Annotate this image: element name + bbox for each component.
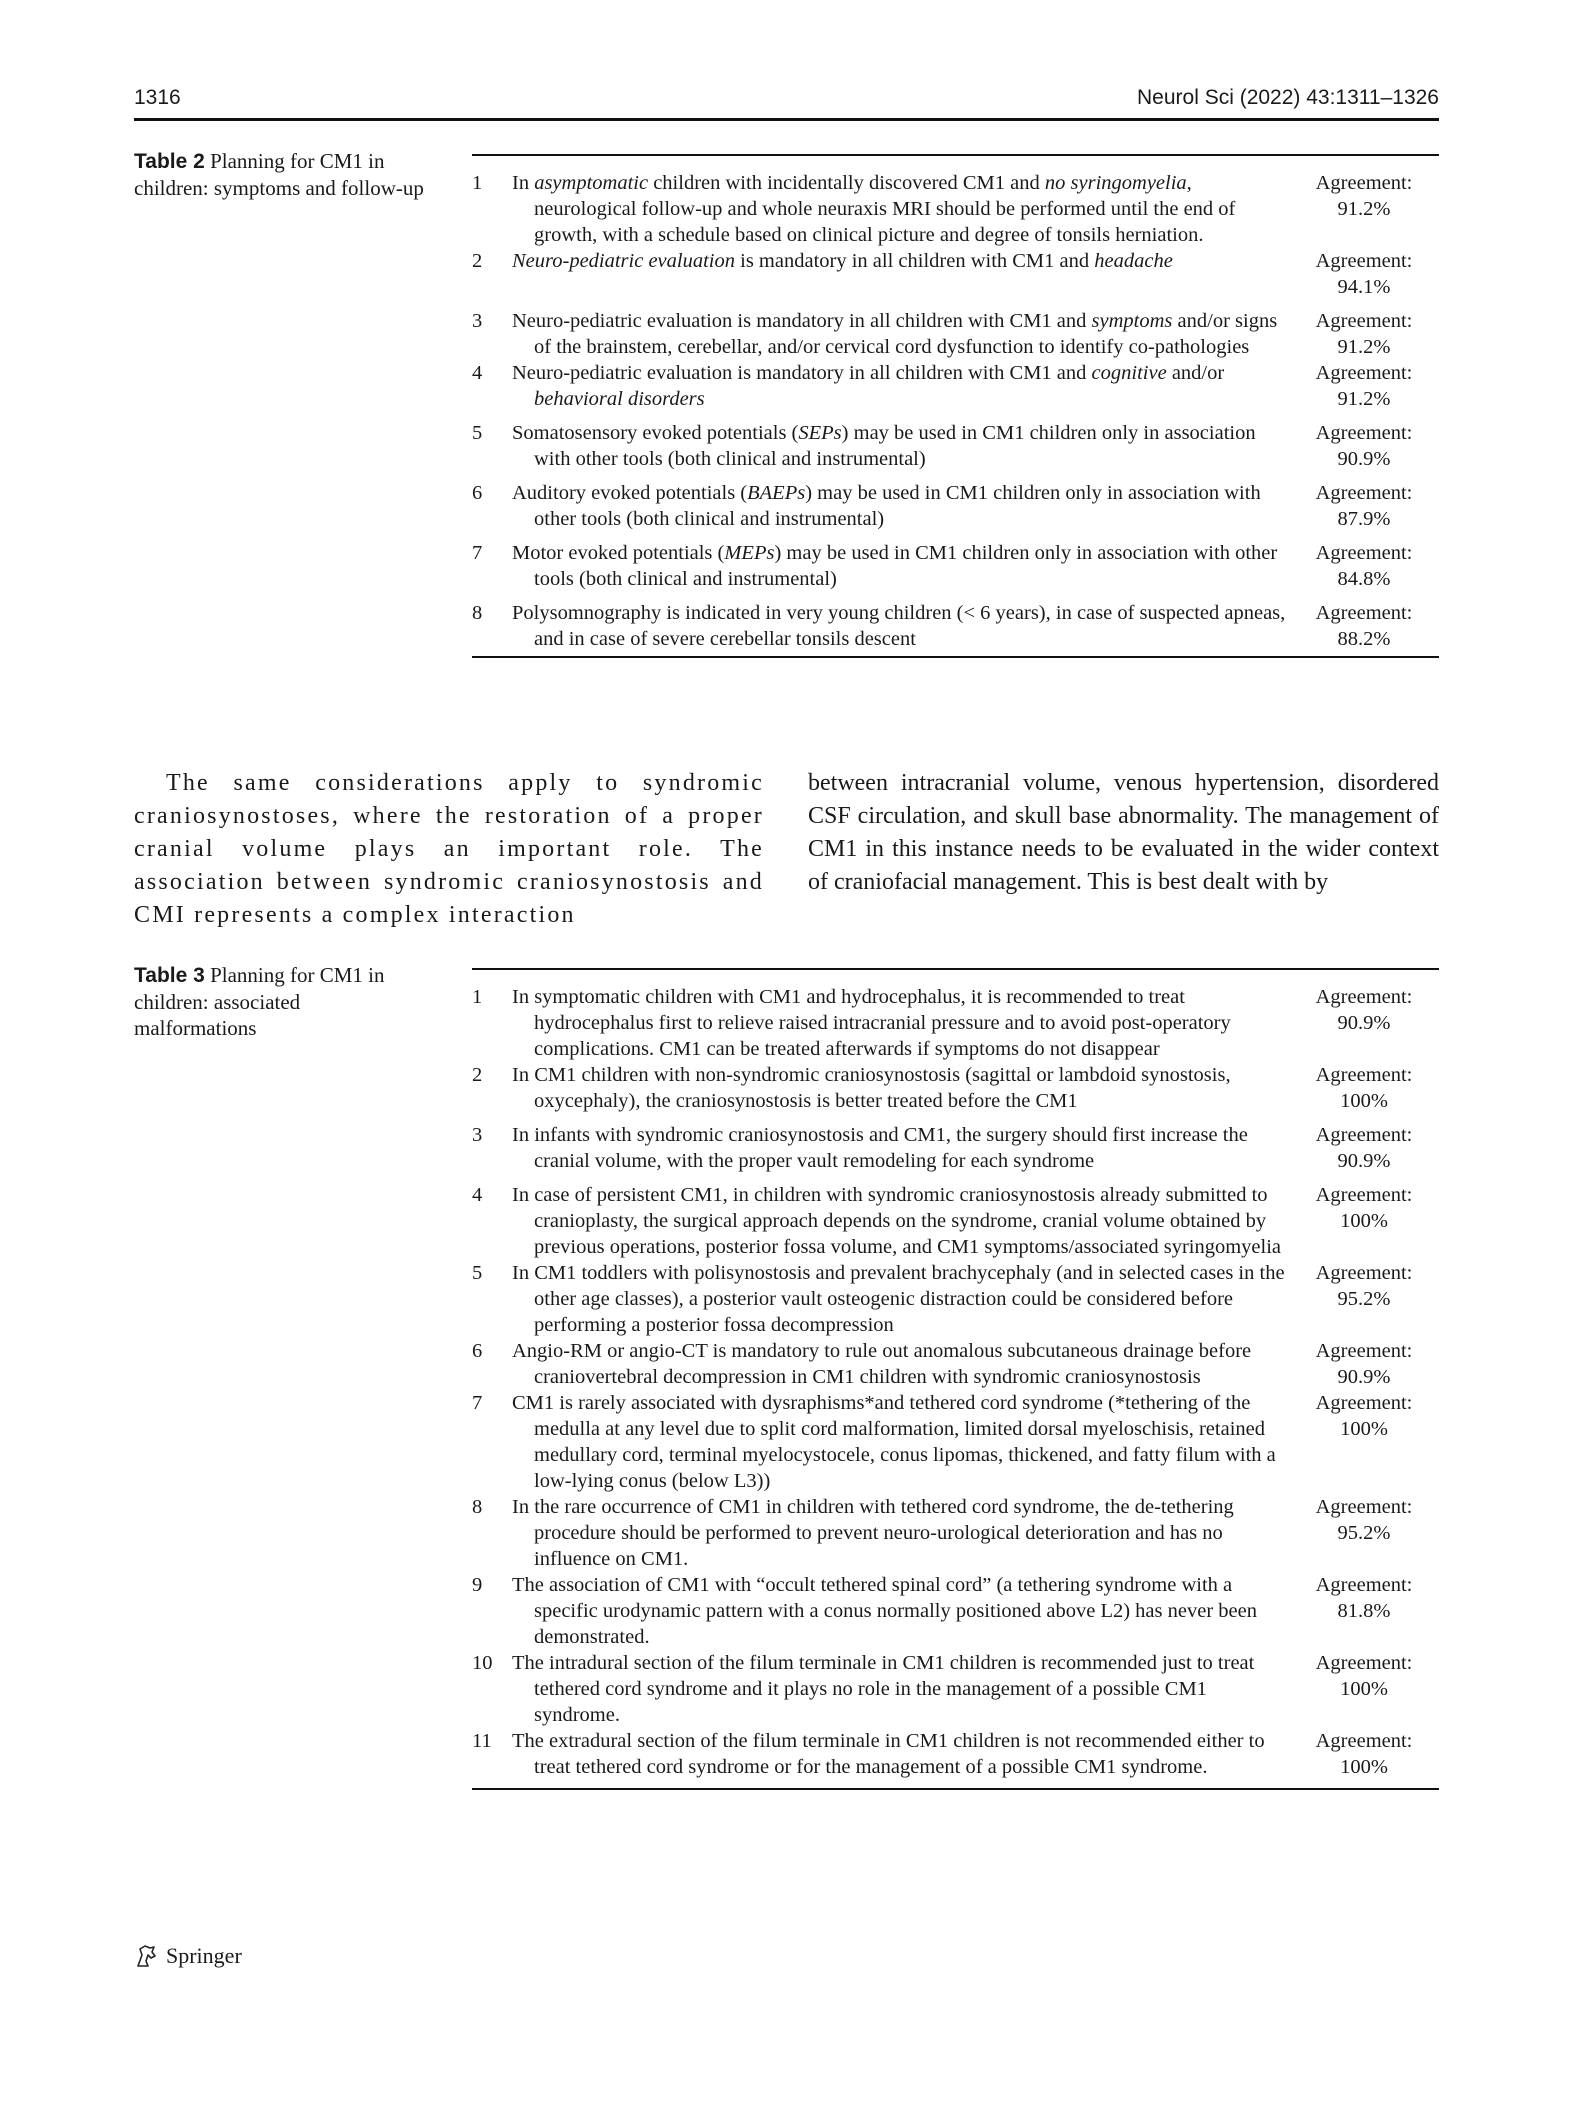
row-agreement — [1289, 540, 1439, 592]
table2-caption-text: Planning for CM1 in children: symptoms and follow-up — [134, 149, 424, 200]
row-text: The intradural section of the filum terminale in CM1 children is recommended just to treat tethered cord syndrome and it plays no role in the management of a possible CM1 syndrome. — [512, 1652, 1255, 1726]
agreement-label: Agreement: — [1315, 1124, 1413, 1146]
row-agreement — [1289, 600, 1439, 652]
agreement-value: 81.8% — [1337, 1600, 1391, 1622]
body-text-left-content: The same considerations apply to syndromic craniosynostoses, where the restoration of a proper cranial volume plays an important role. The association between syndromic craniosynostosis and CMI represents a complex interaction — [134, 770, 764, 928]
table3-row — [472, 1122, 1439, 1174]
row-agreement — [1289, 360, 1439, 412]
agreement-label: Agreement: — [1315, 1652, 1413, 1674]
agreement-value: 94.1% — [1337, 276, 1391, 298]
table2-label: Table 2 — [134, 150, 205, 173]
table3-row — [472, 1650, 1439, 1728]
table2-row — [472, 248, 1439, 300]
agreement-value: 90.9% — [1337, 1012, 1391, 1034]
agreement-label: Agreement: — [1315, 1496, 1413, 1518]
agreement-value: 100% — [1340, 1418, 1388, 1440]
agreement-value: 100% — [1340, 1090, 1388, 1112]
row-number: 4 — [472, 1184, 483, 1206]
row-agreement — [1289, 1122, 1439, 1174]
row-agreement — [1289, 1728, 1439, 1780]
row-text: In the rare occurrence of CM1 in children with tethered cord syndrome, the de-tethering procedure should be performed to prevent neuro-urological deterioration and has no influence on CM1. — [512, 1496, 1234, 1570]
table2-row — [472, 480, 1439, 532]
table3-caption-text: Planning for CM1 in children: associated malformations — [134, 963, 385, 1040]
agreement-label: Agreement: — [1315, 172, 1413, 194]
body-text-right-content: between intracranial volume, venous hypertension, disordered CSF circulation, and skull base abnormality. The management of CM1 in this instance needs to be evaluated in the wider context of craniofacial management. This is best dealt with by — [808, 770, 1439, 895]
row-text: The association of CM1 with “occult tethered spinal cord” (a tethering syndrome with a specific urodynamic pattern with a conus normally positioned above L2) has never been demonstrated. — [512, 1574, 1257, 1648]
agreement-value: 95.2% — [1337, 1288, 1391, 1310]
agreement-value: 90.9% — [1337, 1366, 1391, 1388]
agreement-label: Agreement: — [1315, 542, 1413, 564]
body-text-left — [134, 767, 764, 932]
row-text: In symptomatic children with CM1 and hydrocephalus, it is recommended to treat hydrocephalus first to relieve raised intracranial pressure and to avoid post-operatory complications. CM1 can be treated afterwards if symptoms do not disappear — [512, 986, 1231, 1060]
table3-row — [472, 1338, 1439, 1390]
row-number: 11 — [472, 1730, 492, 1752]
agreement-label: Agreement: — [1315, 1184, 1413, 1206]
table3-label: Table 3 — [134, 964, 205, 987]
table2-row — [472, 420, 1439, 472]
table3-row — [472, 1390, 1439, 1494]
row-number: 5 — [472, 1262, 483, 1284]
agreement-label: Agreement: — [1315, 310, 1413, 332]
row-text: Neuro-pediatric evaluation is mandatory in all children with CM1 and cognitive and/or behavioral disorders — [512, 362, 1225, 410]
agreement-value: 88.2% — [1337, 628, 1391, 650]
agreement-label: Agreement: — [1315, 482, 1413, 504]
row-text: CM1 is rarely associated with dysraphisms*and tethered cord syndrome (*tethering of the medulla at any level due to split cord malformation, limited dorsal myeloschisis, retained medullary cord, terminal myelocystocele, conus lipomas, thickened, and fatty filum with a low-lying conus (below L3)) — [512, 1392, 1276, 1492]
publisher-name: Springer — [166, 1943, 242, 1968]
row-number: 8 — [472, 602, 483, 624]
agreement-value: 91.2% — [1337, 198, 1391, 220]
row-text: Somatosensory evoked potentials (SEPs) may be used in CM1 children only in association with other tools (both clinical and instrumental) — [512, 422, 1256, 470]
row-text: In case of persistent CM1, in children with syndromic craniosynostosis already submitted to cranioplasty, the surgical approach depends on the syndrome, cranial volume obtained by previous operations, posterior fossa volume, and CM1 symptoms/associated syringomyelia — [512, 1184, 1281, 1258]
agreement-label: Agreement: — [1315, 986, 1413, 1008]
row-number: 8 — [472, 1496, 483, 1518]
table2-row — [472, 360, 1439, 412]
row-number: 1 — [472, 172, 483, 194]
row-agreement — [1289, 1494, 1439, 1572]
agreement-label: Agreement: — [1315, 1730, 1413, 1752]
agreement-value: 100% — [1340, 1756, 1388, 1778]
row-text: In CM1 toddlers with polisynostosis and prevalent brachycephaly (and in selected cases in the other age classes), a posterior vault osteogenic distraction could be considered before performing a posterior fossa decompression — [512, 1262, 1285, 1336]
agreement-label: Agreement: — [1315, 422, 1413, 444]
table2-row — [472, 170, 1439, 248]
row-number: 7 — [472, 542, 483, 564]
row-agreement — [1289, 1062, 1439, 1114]
table2-row — [472, 308, 1439, 360]
agreement-value: 90.9% — [1337, 448, 1391, 470]
row-agreement — [1289, 984, 1439, 1062]
agreement-value: 100% — [1340, 1210, 1388, 1232]
agreement-value: 87.9% — [1337, 508, 1391, 530]
agreement-value: 91.2% — [1337, 336, 1391, 358]
row-number: 10 — [472, 1652, 493, 1674]
row-agreement — [1289, 420, 1439, 472]
row-text: In asymptomatic children with incidentally discovered CM1 and no syringomyelia, neurological follow-up and whole neuraxis MRI should be performed until the end of growth, with a schedule based on clinical picture and degree of tonsils herniation. — [512, 172, 1236, 246]
row-agreement — [1289, 1260, 1439, 1338]
row-agreement — [1289, 248, 1439, 300]
row-agreement — [1289, 1390, 1439, 1494]
row-text: In infants with syndromic craniosynostosis and CM1, the surgery should first increase the cranial volume, with the proper vault remodeling for each syndrome — [512, 1124, 1248, 1172]
agreement-value: 91.2% — [1337, 388, 1391, 410]
row-number: 2 — [472, 1064, 483, 1086]
table3-row — [472, 984, 1439, 1062]
row-agreement — [1289, 170, 1439, 248]
row-number: 2 — [472, 250, 483, 272]
row-agreement — [1289, 1572, 1439, 1650]
journal-citation: Neurol Sci (2022) 43:1311–1326 — [1137, 86, 1439, 109]
table3-row — [472, 1182, 1439, 1260]
page-header — [134, 84, 1439, 121]
row-agreement — [1289, 1650, 1439, 1728]
row-text: Angio-RM or angio-CT is mandatory to rule out anomalous subcutaneous drainage before craniovertebral decompression in CM1 children with syndromic craniosynostosis — [512, 1340, 1252, 1388]
row-number: 6 — [472, 482, 483, 504]
table3 — [472, 968, 1439, 1790]
row-number: 9 — [472, 1574, 483, 1596]
row-number: 4 — [472, 362, 483, 384]
table3-row — [472, 1494, 1439, 1572]
row-number: 7 — [472, 1392, 483, 1414]
row-text: Neuro-pediatric evaluation is mandatory in all children with CM1 and headache — [512, 250, 1173, 272]
row-agreement — [1289, 1338, 1439, 1390]
row-text: The extradural section of the filum terminale in CM1 children is not recommended either to treat tethered cord syndrome or for the management of a possible CM1 syndrome. — [512, 1730, 1265, 1778]
page-number: 1316 — [134, 86, 181, 109]
table2-row — [472, 540, 1439, 592]
agreement-label: Agreement: — [1315, 362, 1413, 384]
row-agreement — [1289, 308, 1439, 360]
table2-row — [472, 600, 1439, 652]
table3-row — [472, 1260, 1439, 1338]
agreement-label: Agreement: — [1315, 1262, 1413, 1284]
table3-row — [472, 1062, 1439, 1114]
agreement-label: Agreement: — [1315, 1064, 1413, 1086]
table3-row — [472, 1728, 1439, 1780]
row-text: In CM1 children with non-syndromic craniosynostosis (sagittal or lambdoid synostosis, oxycephaly), the craniosynostosis is better treated before the CM1 — [512, 1064, 1231, 1112]
row-text: Auditory evoked potentials (BAEPs) may be used in CM1 children only in association with other tools (both clinical and instrumental) — [512, 482, 1261, 530]
agreement-label: Agreement: — [1315, 1340, 1413, 1362]
row-text: Motor evoked potentials (MEPs) may be used in CM1 children only in association with other tools (both clinical and instrumental) — [512, 542, 1278, 590]
table3-caption — [134, 962, 424, 1041]
agreement-value: 84.8% — [1337, 568, 1391, 590]
row-agreement — [1289, 1182, 1439, 1260]
row-number: 1 — [472, 986, 483, 1008]
body-text-right — [808, 767, 1439, 899]
agreement-label: Agreement: — [1315, 1574, 1413, 1596]
springer-horse-icon — [134, 1943, 160, 1969]
agreement-label: Agreement: — [1315, 1392, 1413, 1414]
row-text: Neuro-pediatric evaluation is mandatory in all children with CM1 and symptoms and/or signs of the brainstem, cerebellar, and/or cervical cord dysfunction to identify co-pathologies — [512, 310, 1278, 358]
table2-caption — [134, 148, 424, 201]
table3-row — [472, 1572, 1439, 1650]
agreement-value: 100% — [1340, 1678, 1388, 1700]
table2 — [472, 154, 1439, 658]
agreement-value: 90.9% — [1337, 1150, 1391, 1172]
agreement-label: Agreement: — [1315, 250, 1413, 272]
row-number: 3 — [472, 1124, 483, 1146]
agreement-value: 95.2% — [1337, 1522, 1391, 1544]
agreement-label: Agreement: — [1315, 602, 1413, 624]
row-number: 5 — [472, 422, 483, 444]
row-number: 6 — [472, 1340, 483, 1362]
row-text: Polysomnography is indicated in very young children (< 6 years), in case of suspected apneas, and in case of severe cerebellar tonsils descent — [512, 602, 1286, 650]
page-footer — [134, 1943, 242, 1969]
row-agreement — [1289, 480, 1439, 532]
row-number: 3 — [472, 310, 483, 332]
